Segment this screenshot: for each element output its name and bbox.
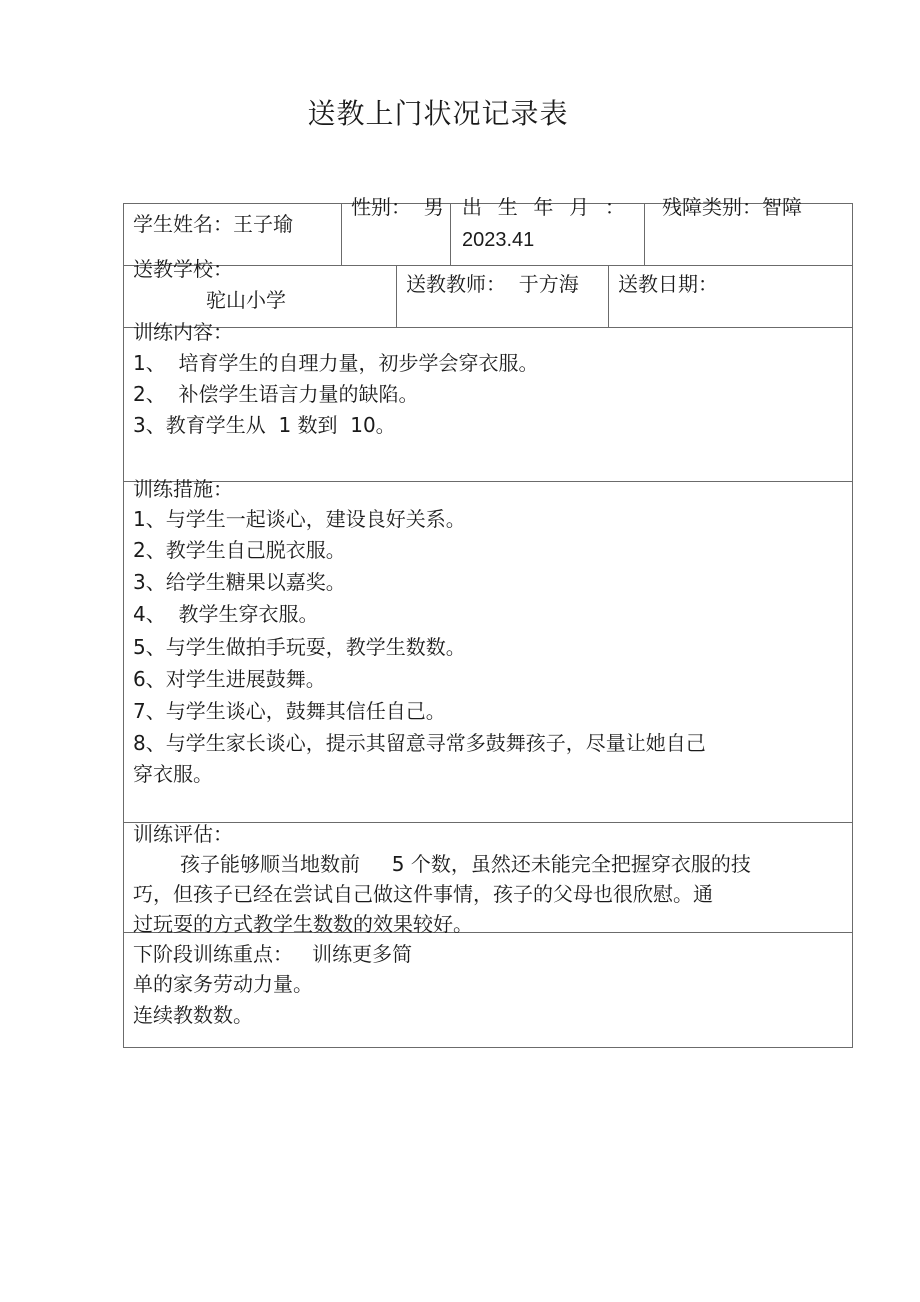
measure-item: 1、与学生一起谈心，建设良好关系。 <box>133 507 466 531</box>
birth-value: 2023.41 <box>462 229 535 251</box>
disability-type: 残障类别：智障 <box>662 195 802 219</box>
measure-item: 2、教学生自己脱衣服。 <box>133 538 346 562</box>
content-label: 训练内容： <box>133 320 233 344</box>
teacher: 送教教师： 于方海 <box>406 272 579 296</box>
next-stage-line: 连续教数数。 <box>133 1003 253 1027</box>
content-item: 1、 培育学生的自理力量，初步学会穿衣服。 <box>133 351 539 375</box>
measure-item: 3、给学生糖果以嘉奖。 <box>133 570 346 594</box>
student-name: 学生姓名：王子瑜 <box>133 212 293 236</box>
next-stage-line: 下阶段训练重点： 训练更多简 <box>133 942 413 966</box>
measure-item: 穿衣服。 <box>133 762 213 786</box>
birth-label: 出 生 年 月 ： <box>462 195 626 219</box>
measure-item: 4、 教学生穿衣服。 <box>133 602 319 626</box>
measures-label: 训练措施： <box>133 477 233 501</box>
date-label: 送教日期： <box>618 272 718 296</box>
gender: 性别： 男 <box>351 195 444 219</box>
evaluation-line: 过玩耍的方式教学生数数的效果较好。 <box>133 912 473 936</box>
content-item: 2、 补偿学生语言力量的缺陷。 <box>133 382 419 406</box>
measure-item: 7、与学生谈心，鼓舞其信任自己。 <box>133 699 446 723</box>
measure-item: 5、与学生做拍手玩耍，教学生数数。 <box>133 635 466 659</box>
evaluation-label: 训练评估： <box>133 822 233 846</box>
next-stage-line: 单的家务劳动力量。 <box>133 972 313 996</box>
page-title: 送教上门状况记录表 <box>307 97 569 130</box>
measure-item: 8、与学生家长谈心，提示其留意寻常多鼓舞孩子，尽量让她自己 <box>133 731 706 755</box>
content-item: 3、教育学生从 1 数到 10。 <box>133 413 396 437</box>
evaluation-line: 孩子能够顺当地数前 5 个数，虽然还未能完全把握穿衣服的技 <box>180 852 751 876</box>
school-label: 送教学校： <box>133 257 233 281</box>
evaluation-line: 巧，但孩子已经在尝试自己做这件事情，孩子的父母也很欣慰。通 <box>133 882 713 906</box>
school-value: 驼山小学 <box>206 288 286 312</box>
measure-item: 6、对学生进展鼓舞。 <box>133 667 326 691</box>
